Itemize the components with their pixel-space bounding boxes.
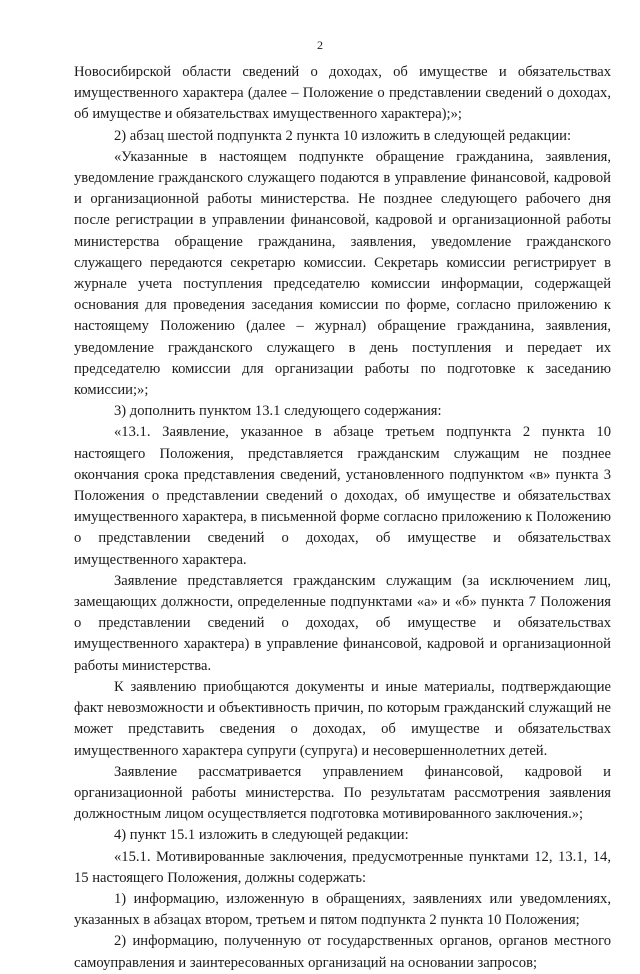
paragraph-item-4: 4) пункт 15.1 изложить в следующей редакции: xyxy=(114,827,409,844)
paragraph-subitem-1: 1) информацию, изложенную в обращениях, заявлениях или уведомлениях, указанных в абзацах втором, третьем и пятом подпункта 2 пункта 10 Положения; xyxy=(74,890,611,929)
paragraph-item-3: 3) дополнить пунктом 13.1 следующего содержания: xyxy=(114,403,442,420)
document-body xyxy=(74,62,611,974)
paragraph-quote-15-1: «15.1. Мотивированные заключения, предусмотренные пунктами 12, 13.1, 14, 15 настоящего Положения, должны содержать: xyxy=(74,848,611,886)
paragraph-continuation: Новосибирской области сведений о доходах, об имуществе и обязательствах имущественного характера (далее – Положение о представлении сведений о доходах, об имуществе и обязательствах имущественного характера);»; xyxy=(74,64,611,123)
paragraph-statement-review: Заявление рассматривается управлением финансовой, кадровой и организационной работы министерства. По результатам рассмотрения заявления должностным лицом осуществляется подготовка мотивированного заключения.»; xyxy=(74,763,611,823)
paragraph-attached-documents: К заявлению приобщаются документы и иные материалы, подтверждающие факт невозможности и объективность причин, по которым гражданский служащий не может представить сведения о доходах, об имуществе и обязательствах имущественного характера супруги (супруга) и несовершеннолетних детей. xyxy=(74,678,611,759)
paragraph-quote-item-2: «Указанные в настоящем подпункте обращение гражданина, заявления, уведомление гражданского служащего подаются в управление финансовой, кадровой и организационной работы министерства. Не позднее следующего рабочего дня после регистрации в управлении финансовой, кадровой и организационной работы министерства обращение гражданина, заявления, уведомление гражданского служащего передаются секретарю комиссии. Секретарь комиссии регистрирует в журнале учета поступления председателю комиссии информации, содержащей основания для проведения заседания комиссии по форме, согласно приложению к настоящему Положению (далее – журнал) обращение гражданина, заявления, уведомление гражданского служащего в день поступления и передает их председателю комиссии для организации работы по подготовке к заседанию комиссии;»; xyxy=(74,148,611,399)
paragraph-item-2: 2) абзац шестой подпункта 2 пункта 10 изложить в следующей редакции: xyxy=(114,127,572,144)
page-number: 2 xyxy=(317,38,323,52)
paragraph-statement-submission: Заявление представляется гражданским служащим (за исключением лиц, замещающих должности, определенные подпунктами «а» и «б» пункта 7 Положения о представлении сведений о доходах, об имуществе и обязательствах имущественного характера) в управление финансовой, кадровой и организационной работы министерства. xyxy=(74,572,611,674)
paragraph-subitem-2: 2) информацию, полученную от государственных органов, органов местного самоуправления и заинтересованных организаций на основании запросов; xyxy=(74,933,611,971)
paragraph-quote-13-1: «13.1. Заявление, указанное в абзаце третьем подпункта 2 пункта 10 настоящего Положения, представляется гражданским служащим не позднее окончания срока представления сведений, установленного подпунктом «в» пункта 3 Положения о представлении сведений о доходах, об имуществе и обязательствах имущественного характера, в письменной форме согласно приложению к Положению о представлении сведений о доходах, об имуществе и обязательствах имущественного характера. xyxy=(74,424,611,568)
